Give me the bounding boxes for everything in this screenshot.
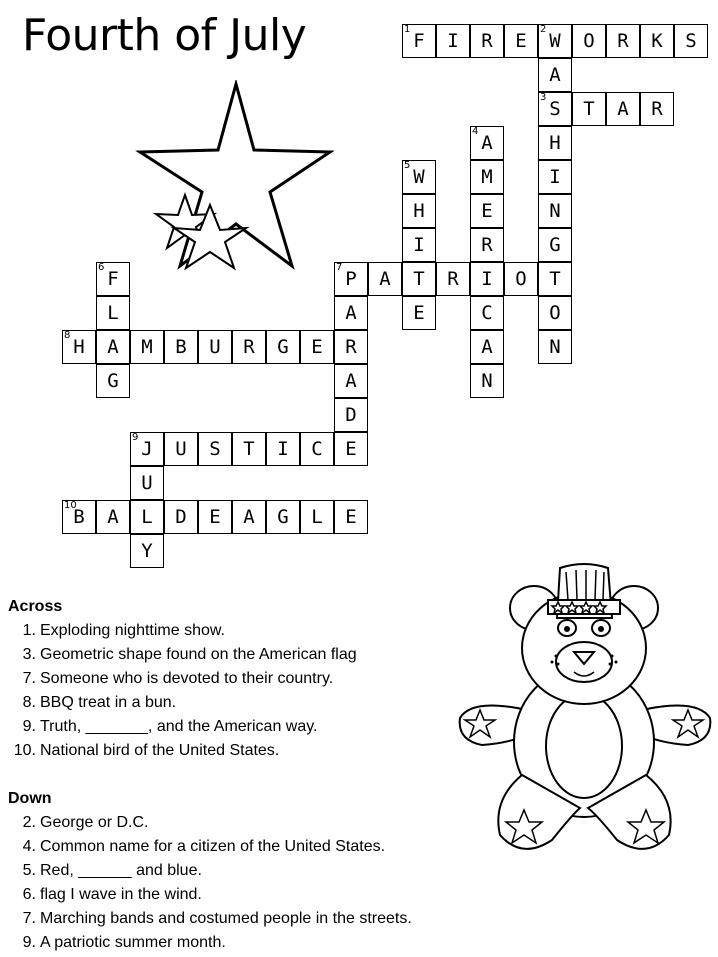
- cell-letter: G: [277, 506, 289, 528]
- grid-cell[interactable]: [504, 262, 538, 296]
- grid-cell[interactable]: [130, 534, 164, 568]
- grid-cell[interactable]: [334, 296, 368, 330]
- grid-cell[interactable]: [674, 24, 708, 58]
- across-clue: [8, 691, 357, 715]
- grid-cell[interactable]: [96, 262, 130, 296]
- cell-letter: U: [209, 336, 221, 358]
- cell-letter: A: [107, 336, 119, 358]
- across-clues: [8, 595, 357, 763]
- clue-num: 10.: [13, 742, 36, 759]
- cell-letter: S: [685, 30, 697, 52]
- down-clue: [8, 859, 412, 883]
- grid-cell[interactable]: [368, 262, 402, 296]
- grid-cell[interactable]: [402, 296, 436, 330]
- down-clue: [8, 883, 412, 907]
- across-clue: [8, 715, 357, 739]
- cell-letter: E: [345, 506, 357, 528]
- cell-letter: B: [73, 506, 85, 528]
- grid-cell[interactable]: [470, 262, 504, 296]
- grid-cell[interactable]: [402, 24, 436, 58]
- cell-letter: C: [481, 302, 493, 324]
- across-clue: [8, 667, 357, 691]
- clue-text: Truth, _______, and the American way.: [40, 718, 318, 735]
- grid-cell[interactable]: [198, 330, 232, 364]
- cell-letter: R: [345, 336, 357, 358]
- cell-letter: D: [345, 404, 357, 426]
- cell-letter: A: [379, 268, 391, 290]
- cell-letter: I: [447, 30, 459, 52]
- cell-letter: F: [413, 30, 425, 52]
- page-title: Fourth of July: [22, 10, 307, 61]
- across-clue: [8, 739, 357, 763]
- grid-cell[interactable]: [538, 262, 572, 296]
- clue-number: 5: [404, 160, 411, 171]
- cell-letter: R: [617, 30, 629, 52]
- cell-letter: R: [481, 30, 493, 52]
- down-heading: Down: [8, 790, 52, 807]
- cell-letter: A: [243, 506, 255, 528]
- cell-letter: R: [447, 268, 459, 290]
- cell-letter: B: [175, 336, 187, 358]
- cell-letter: H: [549, 132, 561, 154]
- grid-cell[interactable]: [164, 500, 198, 534]
- clue-num: 9.: [22, 934, 36, 951]
- cell-letter: D: [175, 506, 187, 528]
- cell-letter: L: [141, 506, 153, 528]
- grid-cell[interactable]: [232, 330, 266, 364]
- clue-num: 1.: [22, 622, 36, 639]
- clue-text: Red, ______ and blue.: [40, 862, 202, 879]
- clue-number: 8: [64, 330, 71, 341]
- cell-letter: U: [141, 472, 153, 494]
- cell-letter: A: [107, 506, 119, 528]
- cell-letter: A: [345, 302, 357, 324]
- cell-letter: R: [481, 234, 493, 256]
- cell-letter: H: [73, 336, 85, 358]
- grid-cell[interactable]: [164, 330, 198, 364]
- cell-letter: A: [549, 64, 561, 86]
- grid-cell[interactable]: [96, 500, 130, 534]
- grid-cell[interactable]: [62, 500, 96, 534]
- cell-letter: N: [549, 200, 561, 222]
- cell-letter: M: [141, 336, 153, 358]
- grid-cell[interactable]: [538, 92, 572, 126]
- cell-letter: P: [345, 268, 357, 290]
- grid-cell[interactable]: [334, 432, 368, 466]
- cell-letter: W: [549, 30, 561, 52]
- grid-cell[interactable]: [232, 500, 266, 534]
- cell-letter: I: [277, 438, 289, 460]
- cell-letter: E: [481, 200, 493, 222]
- grid-cell[interactable]: [470, 364, 504, 398]
- grid-cell[interactable]: [640, 24, 674, 58]
- grid-cell[interactable]: [266, 432, 300, 466]
- clue-num: 3.: [22, 646, 36, 663]
- cell-letter: F: [107, 268, 119, 290]
- clue-text: National bird of the United States.: [40, 742, 280, 759]
- clue-number: 3: [540, 92, 547, 103]
- grid-cell[interactable]: [130, 432, 164, 466]
- clue-text: Marching bands and costumed people in the streets.: [40, 910, 412, 927]
- cell-letter: C: [311, 438, 323, 460]
- grid-cell[interactable]: [538, 228, 572, 262]
- clue-number: 9: [132, 432, 139, 443]
- clue-number: 7: [336, 262, 343, 273]
- clue-num: 2.: [22, 814, 36, 831]
- cell-letter: E: [209, 506, 221, 528]
- grid-cell[interactable]: [402, 228, 436, 262]
- grid-cell[interactable]: [538, 126, 572, 160]
- clue-number: 2: [540, 24, 547, 35]
- clue-num: 7.: [22, 670, 36, 687]
- clue-number: 4: [472, 126, 479, 137]
- cell-letter: R: [651, 98, 663, 120]
- cell-letter: T: [243, 438, 255, 460]
- grid-cell[interactable]: [470, 24, 504, 58]
- cell-letter: H: [413, 200, 425, 222]
- cell-letter: T: [549, 268, 561, 290]
- grid-cell[interactable]: [436, 24, 470, 58]
- grid-cell[interactable]: [300, 432, 334, 466]
- cell-letter: G: [277, 336, 289, 358]
- grid-cell[interactable]: [538, 24, 572, 58]
- cell-letter: A: [481, 336, 493, 358]
- grid-cell[interactable]: [62, 330, 96, 364]
- cell-letter: I: [413, 234, 425, 256]
- cell-letter: E: [311, 336, 323, 358]
- clue-num: 4.: [22, 838, 36, 855]
- grid-cell[interactable]: [402, 194, 436, 228]
- grid-cell[interactable]: [538, 330, 572, 364]
- cell-letter: L: [311, 506, 323, 528]
- grid-cell[interactable]: [572, 92, 606, 126]
- cell-letter: E: [515, 30, 527, 52]
- cell-letter: A: [481, 132, 493, 154]
- cell-letter: M: [481, 166, 493, 188]
- grid-cell[interactable]: [640, 92, 674, 126]
- clue-number: 1: [404, 24, 411, 35]
- grid-cell[interactable]: [334, 398, 368, 432]
- cell-letter: O: [549, 302, 561, 324]
- down-clue: [8, 811, 412, 835]
- clue-text: A patriotic summer month.: [40, 934, 226, 951]
- clue-text: Common name for a citizen of the United States.: [40, 838, 386, 855]
- grid-cell[interactable]: [470, 228, 504, 262]
- clue-num: 9.: [22, 718, 36, 735]
- grid-cell[interactable]: [470, 160, 504, 194]
- grid-cell[interactable]: [334, 330, 368, 364]
- grid-cell[interactable]: [130, 500, 164, 534]
- grid-cell[interactable]: [198, 500, 232, 534]
- across-heading: Across: [8, 598, 63, 615]
- cell-letter: T: [413, 268, 425, 290]
- grid-cell[interactable]: [470, 126, 504, 160]
- grid-cell[interactable]: [538, 194, 572, 228]
- cell-letter: U: [175, 438, 187, 460]
- grid-cell[interactable]: [538, 160, 572, 194]
- down-clues: [8, 787, 412, 955]
- grid-cell[interactable]: [334, 262, 368, 296]
- grid-cell[interactable]: [96, 330, 130, 364]
- cell-letter: W: [413, 166, 425, 188]
- cell-letter: A: [345, 370, 357, 392]
- clue-text: BBQ treat in a bun.: [40, 694, 177, 711]
- grid-cell[interactable]: [436, 262, 470, 296]
- grid-cell[interactable]: [470, 330, 504, 364]
- clue-text: Exploding nighttime show.: [40, 622, 225, 639]
- grid-cell[interactable]: [96, 364, 130, 398]
- clue-number: 6: [98, 262, 105, 273]
- cell-letter: K: [651, 30, 663, 52]
- cell-letter: J: [141, 438, 153, 460]
- cell-letter: N: [549, 336, 561, 358]
- grid-cell[interactable]: [266, 500, 300, 534]
- grid-cell[interactable]: [402, 160, 436, 194]
- grid-cell[interactable]: [606, 92, 640, 126]
- grid-cell[interactable]: [266, 330, 300, 364]
- clue-num: 5.: [22, 862, 36, 879]
- cell-letter: I: [549, 166, 561, 188]
- grid-cell[interactable]: [300, 330, 334, 364]
- down-clue: [8, 835, 412, 859]
- cell-letter: A: [617, 98, 629, 120]
- grid-cell[interactable]: [198, 432, 232, 466]
- grid-cell[interactable]: [130, 466, 164, 500]
- cell-letter: S: [549, 98, 561, 120]
- grid-cell[interactable]: [470, 296, 504, 330]
- clue-num: 7.: [22, 910, 36, 927]
- cell-letter: O: [583, 30, 595, 52]
- grid-cell[interactable]: [538, 296, 572, 330]
- across-clue: [8, 643, 357, 667]
- cell-letter: N: [481, 370, 493, 392]
- clue-number: 10: [64, 500, 77, 511]
- grid-cell[interactable]: [232, 432, 266, 466]
- grid-cell[interactable]: [334, 364, 368, 398]
- cell-letter: E: [413, 302, 425, 324]
- grid-cell[interactable]: [300, 500, 334, 534]
- down-clue: [8, 907, 412, 931]
- grid-cell[interactable]: [402, 262, 436, 296]
- grid-cell[interactable]: [334, 500, 368, 534]
- teddy-bear-icon: [452, 560, 718, 860]
- cell-letter: T: [583, 98, 595, 120]
- cell-letter: R: [243, 336, 255, 358]
- cell-letter: I: [481, 268, 493, 290]
- grid-cell[interactable]: [606, 24, 640, 58]
- cell-letter: G: [107, 370, 119, 392]
- grid-cell[interactable]: [164, 432, 198, 466]
- clue-text: George or D.C.: [40, 814, 149, 831]
- grid-cell[interactable]: [96, 296, 130, 330]
- cell-letter: G: [549, 234, 561, 256]
- cell-letter: L: [107, 302, 119, 324]
- grid-cell[interactable]: [572, 24, 606, 58]
- clue-text: flag I wave in the wind.: [40, 886, 202, 903]
- clue-text: Geometric shape found on the American flag: [40, 646, 357, 663]
- across-clue: [8, 619, 357, 643]
- grid-cell[interactable]: [470, 194, 504, 228]
- cell-letter: E: [345, 438, 357, 460]
- down-clue: [8, 931, 412, 955]
- cell-letter: Y: [141, 540, 153, 562]
- cell-letter: S: [209, 438, 221, 460]
- clue-num: 8.: [22, 694, 36, 711]
- grid-cell[interactable]: [504, 24, 538, 58]
- clue-text: Someone who is devoted to their country.: [40, 670, 334, 687]
- clue-num: 6.: [22, 886, 36, 903]
- grid-cell[interactable]: [538, 58, 572, 92]
- grid-cell[interactable]: [130, 330, 164, 364]
- cell-letter: O: [515, 268, 527, 290]
